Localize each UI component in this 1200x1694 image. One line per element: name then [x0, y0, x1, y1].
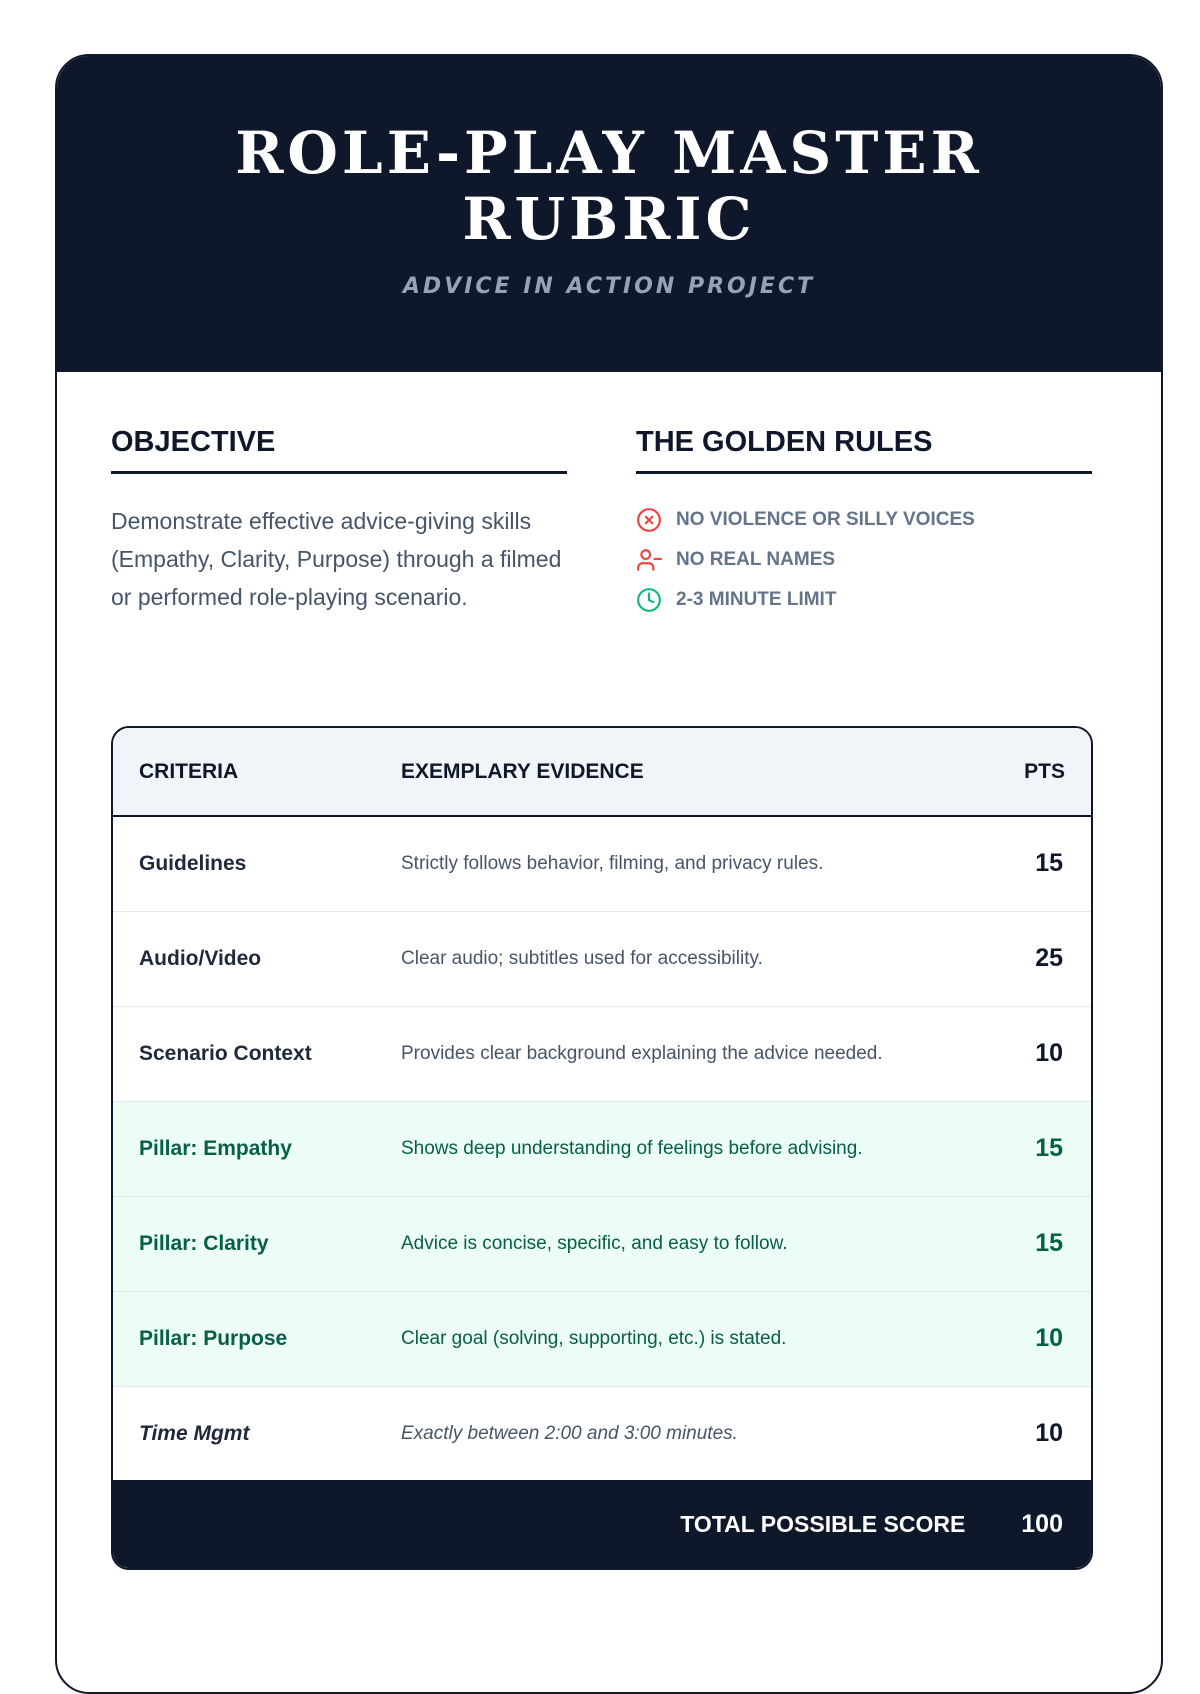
title-line-2: RUBRIC	[462, 185, 756, 253]
table-row	[113, 1196, 1091, 1291]
criteria-cell: Pillar: Clarity	[113, 1196, 375, 1291]
criteria-column-header: CRITERIA	[113, 728, 375, 816]
title-line-1: ROLE-PLAY MASTER	[235, 119, 983, 187]
rule-item	[636, 580, 1092, 620]
rule-label: NO REAL NAMES	[676, 549, 836, 570]
table-row	[113, 1291, 1091, 1386]
evidence-column-header: EXEMPLARY EVIDENCE	[375, 728, 971, 816]
points-cell: 10	[971, 1291, 1091, 1386]
criteria-cell: Guidelines	[113, 816, 375, 911]
objective-text: Demonstrate effective advice-giving skills (Empathy, Clarity, Purpose) through a filmed or performed role-playing scenario.	[111, 508, 562, 610]
total-score-value: 100	[1021, 1509, 1063, 1538]
points-cell: 15	[971, 1196, 1091, 1291]
golden-rules-section	[636, 426, 1092, 620]
points-cell: 15	[971, 1101, 1091, 1196]
total-score-bar	[113, 1480, 1091, 1568]
user-minus-icon	[636, 547, 662, 573]
objective-heading: OBJECTIVE	[111, 426, 567, 474]
table-row	[113, 1101, 1091, 1196]
criteria-cell: Pillar: Empathy	[113, 1101, 375, 1196]
criteria-cell: Audio/Video	[113, 911, 375, 1006]
points-column-header: PTS	[971, 728, 1091, 816]
evidence-cell: Clear goal (solving, supporting, etc.) is stated.	[375, 1291, 971, 1386]
rubric-table	[111, 726, 1093, 1570]
points-cell: 10	[971, 1006, 1091, 1101]
page-subtitle: ADVICE IN ACTION PROJECT	[402, 274, 816, 299]
table-row	[113, 1386, 1091, 1481]
criteria-cell: Pillar: Purpose	[113, 1291, 375, 1386]
x-circle-icon	[636, 507, 662, 533]
rule-label: NO VIOLENCE OR SILLY VOICES	[676, 509, 975, 530]
evidence-cell: Strictly follows behavior, filming, and privacy rules.	[375, 816, 971, 911]
evidence-cell: Exactly between 2:00 and 3:00 minutes.	[401, 1422, 738, 1444]
golden-rules-heading: THE GOLDEN RULES	[636, 426, 1092, 474]
rule-item	[636, 500, 1092, 540]
points-cell: 15	[971, 816, 1091, 911]
page-title	[57, 120, 1161, 252]
rule-label: 2-3 MINUTE LIMIT	[676, 589, 837, 610]
points-cell: 10	[1035, 1419, 1063, 1448]
table-row	[113, 816, 1091, 911]
rule-item	[636, 540, 1092, 580]
clock-icon	[636, 587, 662, 613]
points-cell: 25	[971, 911, 1091, 1006]
criteria-cell: Scenario Context	[113, 1006, 375, 1101]
table-header-row	[113, 728, 1091, 816]
table-row	[113, 911, 1091, 1006]
table-row	[113, 1006, 1091, 1101]
total-score-label: TOTAL POSSIBLE SCORE	[680, 1510, 966, 1537]
golden-rules-list	[636, 500, 1092, 620]
objective-section	[111, 426, 567, 616]
rubric-card	[55, 54, 1163, 1694]
evidence-cell: Clear audio; subtitles used for accessibility.	[375, 911, 971, 1006]
header-banner	[57, 56, 1161, 372]
evidence-cell: Advice is concise, specific, and easy to follow.	[375, 1196, 971, 1291]
evidence-cell: Provides clear background explaining the advice needed.	[375, 1006, 971, 1101]
criteria-cell: Time Mgmt	[139, 1421, 250, 1445]
evidence-cell: Shows deep understanding of feelings before advising.	[375, 1101, 971, 1196]
